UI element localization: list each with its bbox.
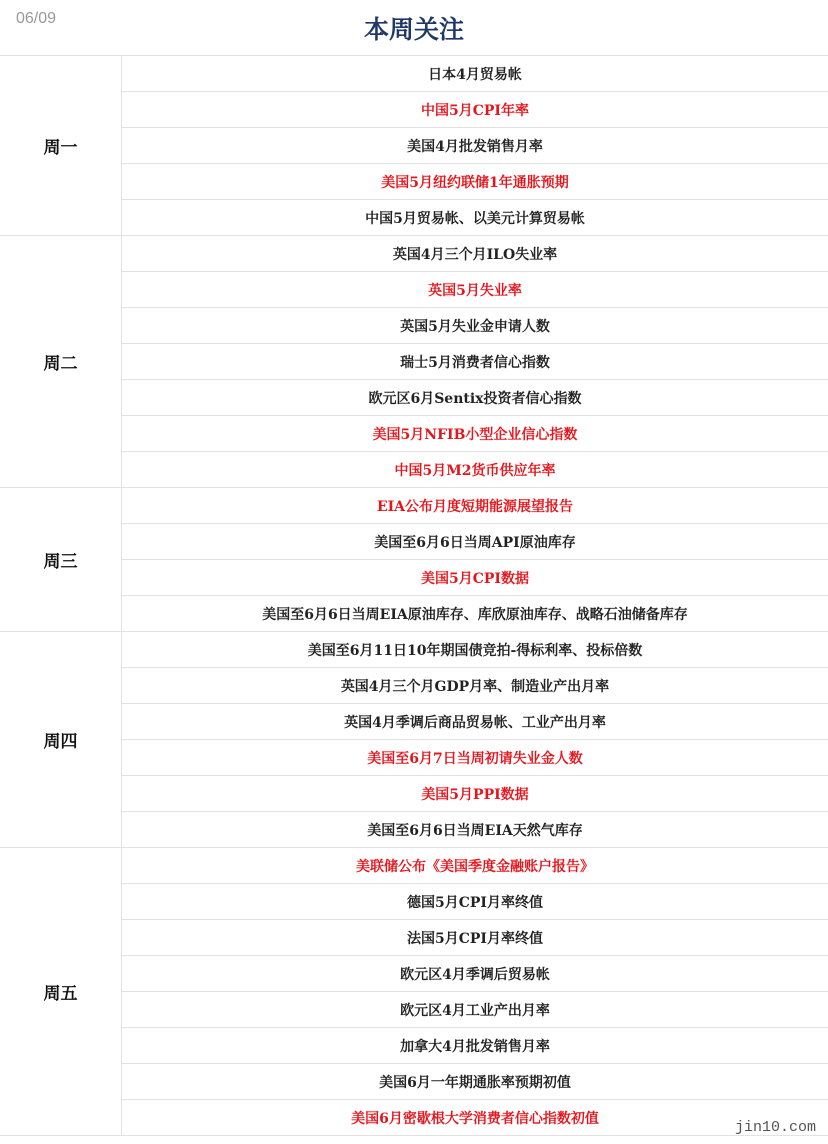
page-title: 本周关注 — [363, 15, 464, 44]
event-cell-highlighted: 美国5月纽约联储1年通胀预期 — [122, 164, 828, 200]
table-row — [0, 740, 828, 776]
table-row — [0, 344, 828, 380]
event-cell: 瑞士5月消费者信心指数 — [122, 344, 828, 380]
event-cell: 美国至6月11日10年期国债竞拍-得标利率、投标倍数 — [122, 632, 828, 668]
table-row — [0, 272, 828, 308]
event-cell: 英国4月季调后商品贸易帐、工业产出月率 — [122, 704, 828, 740]
event-cell: 美国至6月6日当周EIA天然气库存 — [122, 812, 828, 848]
schedule-body — [0, 56, 828, 1136]
day-label: 周四 — [0, 632, 122, 848]
event-cell: 美国至6月6日当周EIA原油库存、库欣原油库存、战略石油储备库存 — [122, 596, 828, 632]
event-cell: 英国4月三个月ILO失业率 — [122, 236, 828, 272]
table-row — [0, 452, 828, 488]
table-row — [0, 668, 828, 704]
event-cell-highlighted: 美国5月NFIB小型企业信心指数 — [122, 416, 828, 452]
event-cell-highlighted: 美国5月CPI数据 — [122, 560, 828, 596]
table-row — [0, 56, 828, 92]
event-cell: 美国6月一年期通胀率预期初值 — [122, 1064, 828, 1100]
table-row — [0, 596, 828, 632]
event-cell-highlighted: 中国5月CPI年率 — [122, 92, 828, 128]
day-label: 周五 — [0, 848, 122, 1136]
day-label: 周一 — [0, 56, 122, 236]
table-row — [0, 416, 828, 452]
table-row — [0, 848, 828, 884]
table-row — [0, 1064, 828, 1100]
header — [0, 0, 828, 56]
table-row — [0, 164, 828, 200]
event-cell-highlighted: 美国5月PPI数据 — [122, 776, 828, 812]
event-cell-highlighted: 中国5月M2货币供应年率 — [122, 452, 828, 488]
table-row — [0, 992, 828, 1028]
event-cell: 英国5月失业金申请人数 — [122, 308, 828, 344]
watermark: jin10.com — [734, 1119, 816, 1136]
event-cell: 欧元区4月工业产出月率 — [122, 992, 828, 1028]
table-row — [0, 200, 828, 236]
event-cell-highlighted: 英国5月失业率 — [122, 272, 828, 308]
event-cell: 英国4月三个月GDP月率、制造业产出月率 — [122, 668, 828, 704]
table-row — [0, 776, 828, 812]
event-cell: 中国5月贸易帐、以美元计算贸易帐 — [122, 200, 828, 236]
event-cell: 加拿大4月批发销售月率 — [122, 1028, 828, 1064]
table-row — [0, 1028, 828, 1064]
table-row — [0, 1100, 828, 1136]
date-label: 06/09 — [16, 10, 57, 27]
event-cell: 德国5月CPI月率终值 — [122, 884, 828, 920]
table-row — [0, 560, 828, 596]
table-row — [0, 632, 828, 668]
table-row — [0, 956, 828, 992]
table-row — [0, 920, 828, 956]
weekly-schedule-table — [0, 56, 828, 1136]
event-cell: 美国至6月6日当周API原油库存 — [122, 524, 828, 560]
table-row — [0, 308, 828, 344]
event-cell-highlighted: 美联储公布《美国季度金融账户报告》 — [122, 848, 828, 884]
table-row — [0, 488, 828, 524]
table-row — [0, 380, 828, 416]
table-row — [0, 92, 828, 128]
table-row — [0, 128, 828, 164]
day-label: 周三 — [0, 488, 122, 632]
event-cell: 法国5月CPI月率终值 — [122, 920, 828, 956]
table-row — [0, 812, 828, 848]
event-cell-highlighted: 美国6月密歇根大学消费者信心指数初值 — [122, 1100, 828, 1136]
event-cell: 欧元区4月季调后贸易帐 — [122, 956, 828, 992]
table-row — [0, 884, 828, 920]
event-cell: 美国4月批发销售月率 — [122, 128, 828, 164]
day-label: 周二 — [0, 236, 122, 488]
event-cell: 日本4月贸易帐 — [122, 56, 828, 92]
event-cell-highlighted: 美国至6月7日当周初请失业金人数 — [122, 740, 828, 776]
table-row — [0, 704, 828, 740]
table-row — [0, 524, 828, 560]
table-row — [0, 236, 828, 272]
event-cell: 欧元区6月Sentix投资者信心指数 — [122, 380, 828, 416]
event-cell-highlighted: EIA公布月度短期能源展望报告 — [122, 488, 828, 524]
